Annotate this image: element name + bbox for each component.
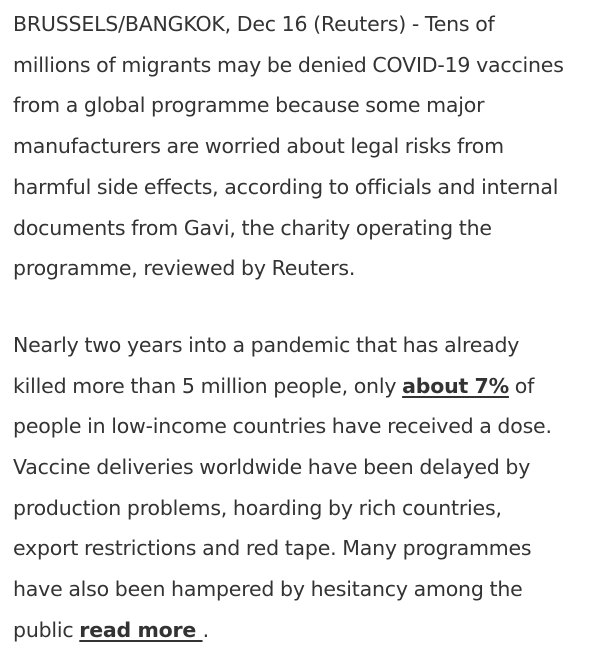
paragraph-1-line: manufacturers are worried about legal risks from xyxy=(13,134,504,159)
paragraph-1-line: harmful side effects, according to officials and internal xyxy=(13,174,559,199)
paragraph-2-text: . xyxy=(202,617,209,642)
paragraph-2-text: killed more than 5 million people, only xyxy=(13,373,403,398)
paragraph-1-line: BRUSSELS/BANGKOK, Dec 16 (Reuters) - Tens of xyxy=(13,12,495,36)
paragraph-1-line: programme, reviewed by Reuters. xyxy=(13,256,356,281)
paragraph-2-line: people in low-income countries have received a dose. xyxy=(13,414,552,439)
paragraph-1-line: millions of migrants may be denied COVID-19 vaccines xyxy=(13,52,564,77)
about-7-percent-link[interactable]: about 7% xyxy=(402,373,509,398)
read-more-link[interactable]: read more xyxy=(79,617,203,642)
paragraph-2-line xyxy=(13,610,593,651)
paragraph-2-line: production problems, hoarding by rich countries, xyxy=(13,495,502,520)
paragraph-1-line: from a global programme because some major xyxy=(13,93,485,118)
paragraph-2 xyxy=(13,325,593,651)
paragraph-2-line: export restrictions and red tape. Many programmes xyxy=(13,536,532,561)
paragraph-2-text: public xyxy=(13,617,80,642)
paragraph-2-text: of xyxy=(508,373,535,398)
paragraph-2-line: Nearly two years into a pandemic that has already xyxy=(13,332,520,357)
paragraph-2-line: Vaccine deliveries worldwide have been delayed by xyxy=(13,455,531,480)
paragraph-2-line xyxy=(13,366,593,407)
paragraph-1-line: documents from Gavi, the charity operating the xyxy=(13,215,492,240)
paragraph-2-line: have also been hampered by hesitancy among the xyxy=(13,577,523,602)
paragraph-1 xyxy=(13,4,593,289)
article-body xyxy=(13,4,593,651)
